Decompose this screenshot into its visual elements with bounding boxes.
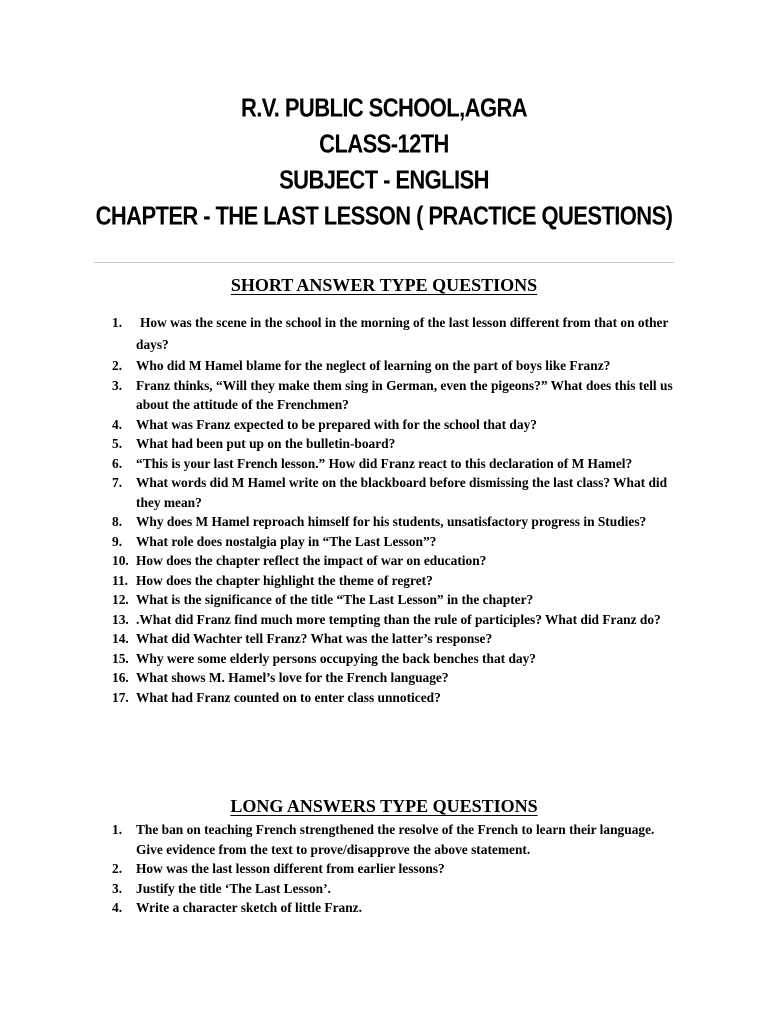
- question-number: 12.: [112, 592, 129, 607]
- question-number: 5.: [112, 436, 123, 451]
- question-number: 6.: [112, 455, 123, 471]
- question-item: [112, 610, 682, 630]
- question-text: How does the chapter reflect the impact of war on education?: [136, 553, 487, 568]
- question-item: [112, 532, 682, 552]
- question-item: [112, 820, 682, 859]
- question-number: 4.: [112, 900, 123, 915]
- short-answer-question-list: [112, 312, 682, 707]
- question-text: “This is your last French lesson.” How did Franz react to this declaration of M Hamel?: [136, 455, 633, 471]
- question-item: [112, 415, 682, 435]
- short-answer-heading: SHORT ANSWER TYPE QUESTIONS: [230, 275, 538, 295]
- question-number: 17.: [112, 689, 129, 705]
- question-number: 3.: [112, 880, 123, 896]
- question-text: Write a character sketch of little Franz.: [136, 900, 362, 915]
- long-answer-question-list: [112, 820, 682, 918]
- question-text: How was the scene in the school in the morning of the last lesson different from that on other days?: [136, 315, 669, 352]
- long-answer-heading: LONG ANSWERS TYPE QUESTIONS: [230, 796, 538, 816]
- question-item: [112, 859, 682, 879]
- question-item: [112, 629, 682, 649]
- question-text: What shows M. Hamel’s love for the French language?: [136, 670, 449, 685]
- question-item: [112, 571, 682, 591]
- question-item: [112, 668, 682, 688]
- question-text: What is the significance of the title “The Last Lesson” in the chapter?: [136, 592, 534, 607]
- question-item: [112, 512, 682, 532]
- school-name: R.V. PUBLIC SCHOOL,AGRA: [240, 92, 528, 123]
- question-text: Franz thinks, “Will they make them sing in German, even the pigeons?” What does this tell us about the attitude of the Frenchmen?: [136, 377, 673, 412]
- question-text: What was Franz expected to be prepared with for the school that day?: [136, 416, 537, 432]
- question-item: [112, 879, 682, 899]
- class-title: CLASS-12TH: [319, 128, 449, 159]
- question-item: [112, 688, 682, 708]
- header-divider: [94, 262, 674, 263]
- question-number: 8.: [112, 514, 123, 529]
- question-number: 14.: [112, 631, 129, 646]
- subject-title: SUBJECT - ENGLISH: [279, 164, 489, 195]
- question-item: [112, 356, 682, 376]
- question-text: .What did Franz find much more tempting than the rule of participles? What did Franz do?: [136, 611, 661, 627]
- question-item: [112, 551, 682, 571]
- question-item: [112, 454, 682, 474]
- question-item: [112, 898, 682, 918]
- question-text: Justify the title ‘The Last Lesson’.: [136, 880, 331, 896]
- question-text: What had Franz counted on to enter class unnoticed?: [136, 689, 441, 705]
- question-text: How does the chapter highlight the theme of regret?: [136, 572, 433, 588]
- question-number: 2.: [112, 358, 123, 373]
- question-number: 7.: [112, 475, 123, 490]
- question-text: The ban on teaching French strengthened the resolve of the French to learn their language. Give evidence from the text to prove/disapprove the above statement.: [136, 822, 655, 857]
- question-item: [112, 434, 682, 454]
- question-text: What words did M Hamel write on the blackboard before dismissing the last class? What did they mean?: [136, 475, 668, 510]
- question-text: What role does nostalgia play in “The Last Lesson”?: [136, 533, 437, 549]
- question-number: 1.: [112, 315, 123, 330]
- question-text: What did Wachter tell Franz? What was the latter’s response?: [136, 631, 493, 646]
- question-number: 16.: [112, 670, 129, 685]
- question-number: 2.: [112, 861, 123, 876]
- question-text: How was the last lesson different from earlier lessons?: [136, 861, 445, 876]
- document-header: [0, 90, 768, 234]
- question-number: 10.: [112, 553, 129, 568]
- question-number: 13.: [112, 611, 129, 627]
- question-text: What had been put up on the bulletin-board?: [136, 436, 396, 451]
- question-item: [112, 473, 682, 512]
- question-item: [112, 649, 682, 669]
- question-text: Why does M Hamel reproach himself for his students, unsatisfactory progress in Studies?: [136, 514, 647, 529]
- question-number: 9.: [112, 533, 123, 549]
- question-number: 4.: [112, 416, 123, 432]
- question-item: [112, 590, 682, 610]
- question-text: Who did M Hamel blame for the neglect of learning on the part of boys like Franz?: [136, 358, 611, 373]
- question-number: 3.: [112, 377, 123, 393]
- question-text: Why were some elderly persons occupying the back benches that day?: [136, 650, 536, 666]
- question-number: 11.: [112, 572, 128, 588]
- question-item: [112, 312, 682, 356]
- chapter-title: CHAPTER - THE LAST LESSON ( PRACTICE QUESTIONS): [95, 200, 673, 231]
- question-item: [112, 376, 682, 415]
- question-number: 1.: [112, 822, 123, 837]
- question-number: 15.: [112, 650, 129, 666]
